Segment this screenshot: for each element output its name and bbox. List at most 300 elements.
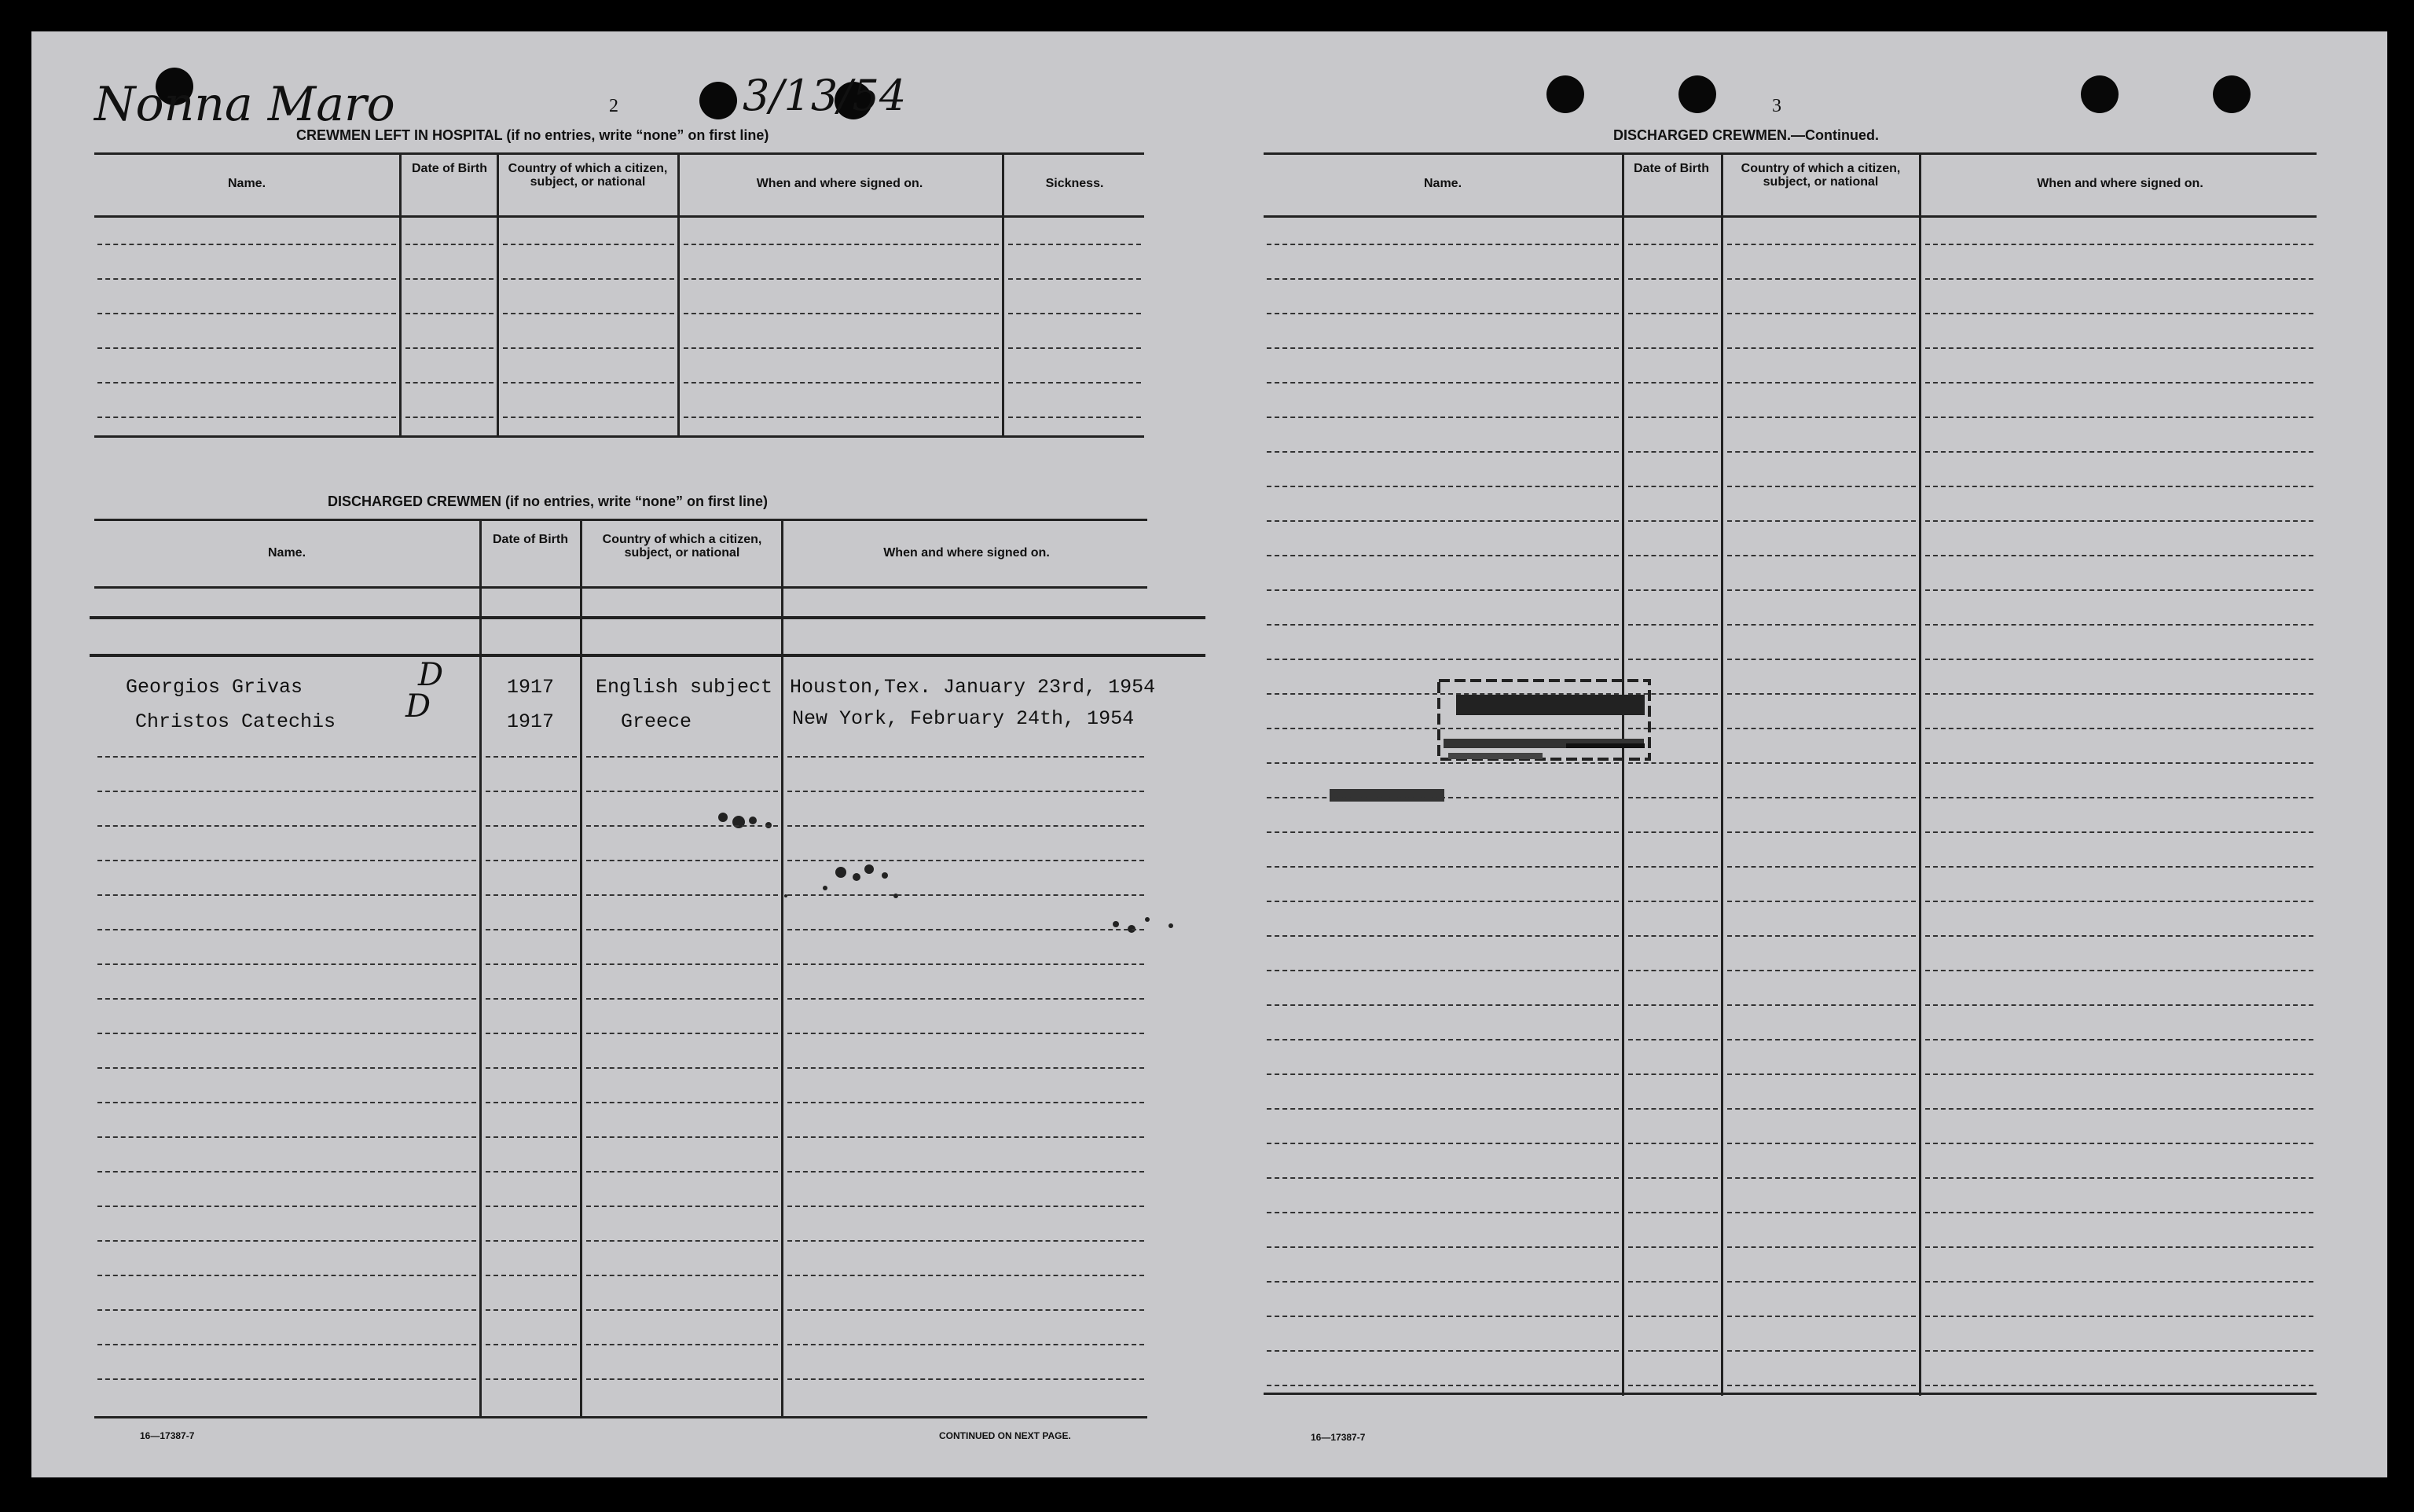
ruled-line: [97, 825, 476, 827]
ruled-line: [1925, 728, 2313, 729]
faded-stamp: [1433, 671, 1660, 813]
ruled-line: [97, 417, 396, 418]
ruled-line: [1628, 1281, 1718, 1283]
ruled-line: [1008, 417, 1141, 418]
ruled-line: [1628, 417, 1718, 418]
ruled-line: [586, 1344, 778, 1345]
faded-stamp: [1326, 780, 1452, 811]
ruled-line: [97, 1344, 476, 1345]
ruled-line: [1628, 762, 1718, 764]
ruled-line: [97, 1136, 476, 1138]
ruled-line: [1267, 1073, 1619, 1075]
ruled-line: [1267, 728, 1619, 729]
ruled-line: [97, 1206, 476, 1207]
ruled-line: [586, 1206, 778, 1207]
ruled-line: [486, 998, 577, 1000]
ruled-line: [1267, 1212, 1619, 1213]
ruled-line: [1267, 244, 1619, 245]
ruled-line: [586, 1309, 778, 1311]
col-country: Country of which a citizen, subject, or national: [602, 533, 762, 560]
ruled-line: [1267, 486, 1619, 487]
ruled-line: [486, 1378, 577, 1380]
ruled-line: [1727, 762, 1916, 764]
ruled-line: [1925, 278, 2313, 280]
ruled-line: [1727, 728, 1916, 729]
ruled-line: [684, 313, 999, 314]
ruled-line: [787, 756, 1144, 758]
ruled-line: [486, 825, 577, 827]
ruled-line: [787, 1171, 1144, 1173]
ruled-line: [97, 244, 396, 245]
ruled-line: [1267, 762, 1619, 764]
ruled-line: [787, 894, 1144, 896]
ruled-line: [1925, 382, 2313, 384]
page-number: 3: [1772, 96, 1781, 116]
ruled-line: [1628, 935, 1718, 937]
ruled-line: [97, 791, 476, 792]
ruled-line: [1925, 244, 2313, 245]
ruled-line: [486, 1102, 577, 1103]
table-rule: [1264, 215, 2317, 218]
ruled-line: [787, 1033, 1144, 1034]
ruled-line: [1925, 451, 2313, 453]
handwritten-mark: D: [418, 657, 444, 693]
ruled-line: [1925, 1350, 2313, 1352]
ruled-line: [1267, 1385, 1619, 1386]
ruled-line: [1628, 347, 1718, 349]
ruled-line: [1925, 1246, 2313, 1248]
ruled-line: [586, 791, 778, 792]
ruled-line: [97, 1275, 476, 1276]
ruled-line: [1267, 1004, 1619, 1006]
ruled-line: [1727, 382, 1916, 384]
ruled-line: [1727, 970, 1916, 971]
ruled-line: [586, 1240, 778, 1242]
ruled-line: [586, 963, 778, 965]
ruled-line: [684, 417, 999, 418]
ruled-line: [1267, 901, 1619, 902]
ruled-line: [1628, 1108, 1718, 1110]
ruled-line: [1267, 970, 1619, 971]
right-page: [1216, 31, 2387, 1477]
column-rule: [399, 152, 402, 438]
left-page: [31, 31, 1218, 1477]
ruled-line: [787, 1309, 1144, 1311]
column-rule: [1721, 152, 1723, 1396]
ruled-line: [1628, 1004, 1718, 1006]
col-dob: Date of Birth: [1634, 162, 1709, 175]
ruled-line: [1925, 486, 2313, 487]
crew-signed-on: Houston,Tex. January 23rd, 1954: [790, 676, 1156, 699]
ruled-line: [1267, 866, 1619, 868]
ruled-line: [1925, 313, 2313, 314]
ruled-line: [1267, 1039, 1619, 1040]
punch-hole: [699, 82, 737, 119]
ruled-line: [405, 382, 493, 384]
ruled-line: [1925, 1177, 2313, 1179]
ruled-line: [1727, 347, 1916, 349]
ruled-line: [586, 929, 778, 930]
col-dob: Date of Birth: [412, 162, 487, 175]
ruled-line: [97, 998, 476, 1000]
ruled-line: [1727, 1108, 1916, 1110]
ruled-line: [1727, 831, 1916, 833]
ruled-line: [586, 1067, 778, 1069]
ruled-line: [1727, 313, 1916, 314]
ruled-line: [1925, 901, 2313, 902]
col-name: Name.: [1423, 177, 1462, 190]
ruled-line: [486, 1275, 577, 1276]
ruled-line: [787, 1102, 1144, 1103]
ruled-line: [1925, 797, 2313, 798]
ruled-line: [1727, 1281, 1916, 1283]
ruled-line: [1925, 624, 2313, 626]
ruled-line: [684, 244, 999, 245]
column-rule: [1919, 152, 1921, 1396]
ruled-line: [503, 278, 674, 280]
ruled-line: [1925, 831, 2313, 833]
ruled-line: [1925, 1039, 2313, 1040]
ruled-line: [486, 1171, 577, 1173]
ruled-line: [586, 1102, 778, 1103]
ruled-line: [1727, 866, 1916, 868]
ruled-line: [1267, 1177, 1619, 1179]
ruled-line: [1628, 382, 1718, 384]
ruled-line: [1727, 797, 1916, 798]
ruled-line: [1925, 1004, 2313, 1006]
ruled-line: [503, 382, 674, 384]
ruled-line: [1727, 520, 1916, 522]
ruled-line: [486, 929, 577, 930]
form-number: 16—17387-7: [140, 1430, 195, 1441]
ruled-line: [1267, 520, 1619, 522]
ruled-line: [1628, 728, 1718, 729]
punch-hole: [2081, 75, 2119, 113]
ruled-line: [1267, 555, 1619, 556]
column-rule: [677, 152, 680, 438]
ruled-line: [97, 1033, 476, 1034]
ruled-line: [787, 1378, 1144, 1380]
ruled-line: [1727, 451, 1916, 453]
punch-hole: [1546, 75, 1584, 113]
ruled-line: [586, 1378, 778, 1380]
col-signed-on: When and where signed on.: [756, 177, 923, 190]
ruled-line: [787, 791, 1144, 792]
continued-note: CONTINUED ON NEXT PAGE.: [939, 1430, 1071, 1441]
ruled-line: [1628, 1350, 1718, 1352]
table-rule: [94, 215, 1144, 218]
col-name: Name.: [227, 177, 266, 190]
ruled-line: [1628, 1385, 1718, 1386]
ruled-line: [586, 825, 778, 827]
crew-country: Greece: [621, 710, 692, 733]
ruled-line: [97, 894, 476, 896]
col-signed-on: When and where signed on.: [883, 546, 1050, 560]
ruled-line: [97, 1067, 476, 1069]
ruled-line: [1628, 486, 1718, 487]
ruled-line: [1267, 624, 1619, 626]
discharged-table: [94, 519, 1156, 1430]
ruled-line: [1628, 520, 1718, 522]
ruled-line: [1727, 901, 1916, 902]
ruled-line: [486, 756, 577, 758]
crew-dob: 1917: [507, 676, 555, 699]
ruled-line: [586, 860, 778, 861]
ruled-line: [787, 1275, 1144, 1276]
ink-blots: [707, 802, 1210, 974]
ruled-line: [1628, 659, 1718, 660]
ruled-line: [1925, 1212, 2313, 1213]
handwritten-ship-name: Nonna Maro: [94, 77, 395, 132]
crew-name: Georgios Grivas: [126, 676, 303, 699]
ruled-line: [97, 1102, 476, 1103]
ruled-line: [787, 1136, 1144, 1138]
ruled-line: [1727, 486, 1916, 487]
ruled-line: [1008, 313, 1141, 314]
ruled-line: [1727, 659, 1916, 660]
ruled-line: [503, 417, 674, 418]
ruled-line: [1727, 1316, 1916, 1317]
discharged-title: DISCHARGED CREWMEN (if no entries, write “none” on first line): [328, 494, 769, 509]
ruled-line: [684, 347, 999, 349]
ruled-line: [1267, 831, 1619, 833]
ruled-line: [1628, 1073, 1718, 1075]
ruled-line: [486, 1240, 577, 1242]
ruled-line: [486, 1206, 577, 1207]
ruled-line: [1925, 935, 2313, 937]
ruled-line: [1267, 935, 1619, 937]
hospital-title: CREWMEN LEFT IN HOSPITAL (if no entries, write “none” on first line): [296, 127, 769, 143]
ruled-line: [1628, 1246, 1718, 1248]
ruled-line: [1628, 278, 1718, 280]
table-rule: [94, 435, 1144, 438]
crew-country: English subject: [596, 676, 773, 699]
page-number: 2: [609, 96, 618, 116]
ruled-line: [787, 1240, 1144, 1242]
ruled-line: [1727, 1004, 1916, 1006]
col-sickness: Sickness.: [1045, 177, 1104, 190]
ruled-line: [684, 382, 999, 384]
strike-line: [90, 616, 1205, 619]
handwritten-mark: D: [405, 688, 431, 725]
col-dob: Date of Birth: [493, 533, 568, 546]
crew-name: Christos Catechis: [135, 710, 336, 733]
discharged-continued-title: DISCHARGED CREWMEN.—Continued.: [1613, 127, 1879, 143]
ruled-line: [787, 825, 1144, 827]
ruled-line: [1925, 693, 2313, 695]
ruled-line: [1267, 417, 1619, 418]
ruled-line: [1628, 1039, 1718, 1040]
ruled-line: [1628, 693, 1718, 695]
ruled-line: [1628, 866, 1718, 868]
punch-hole: [1678, 75, 1716, 113]
ruled-line: [405, 278, 493, 280]
table-rule: [1264, 1393, 2317, 1395]
ruled-line: [97, 382, 396, 384]
ruled-line: [97, 278, 396, 280]
ruled-line: [1727, 1073, 1916, 1075]
table-rule: [94, 152, 1144, 155]
ruled-line: [1925, 866, 2313, 868]
table-rule: [94, 519, 1147, 521]
ruled-line: [1267, 313, 1619, 314]
ruled-line: [1925, 520, 2313, 522]
ruled-line: [1727, 1212, 1916, 1213]
ruled-line: [586, 1136, 778, 1138]
crew-signed-on: New York, February 24th, 1954: [792, 707, 1135, 730]
ruled-line: [1267, 1281, 1619, 1283]
ruled-line: [1925, 1385, 2313, 1386]
strike-line: [90, 654, 1205, 657]
ruled-line: [684, 278, 999, 280]
ruled-line: [1267, 589, 1619, 591]
ruled-line: [1267, 659, 1619, 660]
ruled-line: [1008, 244, 1141, 245]
ruled-line: [1925, 347, 2313, 349]
ruled-line: [1628, 970, 1718, 971]
col-name: Name.: [267, 546, 306, 560]
ruled-line: [1267, 1143, 1619, 1144]
ruled-line: [1727, 624, 1916, 626]
ruled-line: [97, 963, 476, 965]
ruled-line: [97, 929, 476, 930]
ruled-line: [1727, 1385, 1916, 1386]
ruled-line: [405, 313, 493, 314]
ruled-line: [1267, 1246, 1619, 1248]
ruled-line: [1267, 1108, 1619, 1110]
ruled-line: [1727, 1177, 1916, 1179]
ruled-line: [1727, 244, 1916, 245]
ruled-line: [486, 1136, 577, 1138]
ruled-line: [486, 894, 577, 896]
ruled-line: [586, 1275, 778, 1276]
handwritten-date: 3/13/54: [743, 71, 907, 120]
ruled-line: [1727, 278, 1916, 280]
ruled-line: [1925, 659, 2313, 660]
table-rule: [94, 1416, 1147, 1418]
ruled-line: [1267, 797, 1619, 798]
ruled-line: [1267, 1350, 1619, 1352]
ruled-line: [1628, 1143, 1718, 1144]
ruled-line: [97, 756, 476, 758]
ruled-line: [1925, 1316, 2313, 1317]
ruled-line: [97, 860, 476, 861]
ruled-line: [1628, 1316, 1718, 1317]
ruled-line: [503, 313, 674, 314]
ruled-line: [1925, 1281, 2313, 1283]
ruled-line: [1008, 278, 1141, 280]
ruled-line: [586, 998, 778, 1000]
ruled-line: [1267, 1316, 1619, 1317]
ruled-line: [486, 1033, 577, 1034]
ruled-line: [1628, 244, 1718, 245]
ruled-line: [586, 756, 778, 758]
table-rule: [94, 586, 1147, 589]
ruled-line: [503, 347, 674, 349]
ruled-line: [1267, 278, 1619, 280]
col-country: Country of which a citizen, subject, or national: [1741, 162, 1901, 189]
punch-hole: [2213, 75, 2251, 113]
ruled-line: [1925, 970, 2313, 971]
ruled-line: [586, 1171, 778, 1173]
ruled-line: [1008, 347, 1141, 349]
ruled-line: [405, 244, 493, 245]
ruled-line: [1628, 831, 1718, 833]
ruled-line: [1628, 313, 1718, 314]
ruled-line: [1925, 555, 2313, 556]
ruled-line: [586, 1033, 778, 1034]
ruled-line: [1628, 589, 1718, 591]
ruled-line: [1628, 451, 1718, 453]
ruled-line: [1008, 382, 1141, 384]
ruled-line: [486, 1309, 577, 1311]
ruled-line: [1628, 624, 1718, 626]
ruled-line: [97, 1240, 476, 1242]
column-rule: [497, 152, 499, 438]
ruled-line: [1727, 1143, 1916, 1144]
ruled-line: [586, 894, 778, 896]
ruled-line: [1727, 589, 1916, 591]
ruled-line: [486, 860, 577, 861]
ruled-line: [1925, 417, 2313, 418]
crew-dob: 1917: [507, 710, 555, 733]
ruled-line: [503, 244, 674, 245]
ruled-line: [97, 313, 396, 314]
col-country: Country of which a citizen, subject, or national: [508, 162, 668, 189]
column-rule: [1002, 152, 1004, 438]
ruled-line: [486, 791, 577, 792]
ruled-line: [787, 998, 1144, 1000]
ruled-line: [97, 1171, 476, 1173]
ruled-line: [97, 1309, 476, 1311]
table-rule: [1264, 152, 2317, 155]
ruled-line: [787, 929, 1144, 930]
ruled-line: [1267, 382, 1619, 384]
ruled-line: [405, 417, 493, 418]
ruled-line: [787, 1067, 1144, 1069]
ruled-line: [1727, 1246, 1916, 1248]
ruled-line: [1727, 935, 1916, 937]
ruled-line: [486, 1344, 577, 1345]
ruled-line: [787, 1344, 1144, 1345]
form-number: 16—17387-7: [1311, 1432, 1366, 1443]
ruled-line: [1727, 1350, 1916, 1352]
ruled-line: [1925, 1073, 2313, 1075]
ruled-line: [1628, 1212, 1718, 1213]
ruled-line: [486, 963, 577, 965]
ruled-line: [1628, 1177, 1718, 1179]
ruled-line: [1727, 693, 1916, 695]
ruled-line: [1925, 1143, 2313, 1144]
ruled-line: [1727, 1039, 1916, 1040]
ruled-line: [1267, 451, 1619, 453]
ruled-line: [1628, 901, 1718, 902]
ruled-line: [1727, 555, 1916, 556]
ruled-line: [1628, 555, 1718, 556]
ruled-line: [1267, 693, 1619, 695]
ruled-line: [97, 1378, 476, 1380]
ruled-line: [787, 1206, 1144, 1207]
ruled-line: [405, 347, 493, 349]
ruled-line: [1925, 589, 2313, 591]
ruled-line: [1628, 797, 1718, 798]
ruled-line: [486, 1067, 577, 1069]
ruled-line: [1925, 762, 2313, 764]
ruled-line: [1727, 417, 1916, 418]
ruled-line: [97, 347, 396, 349]
col-signed-on: When and where signed on.: [2037, 177, 2203, 190]
discharged-continued-table: [1264, 152, 2317, 1429]
